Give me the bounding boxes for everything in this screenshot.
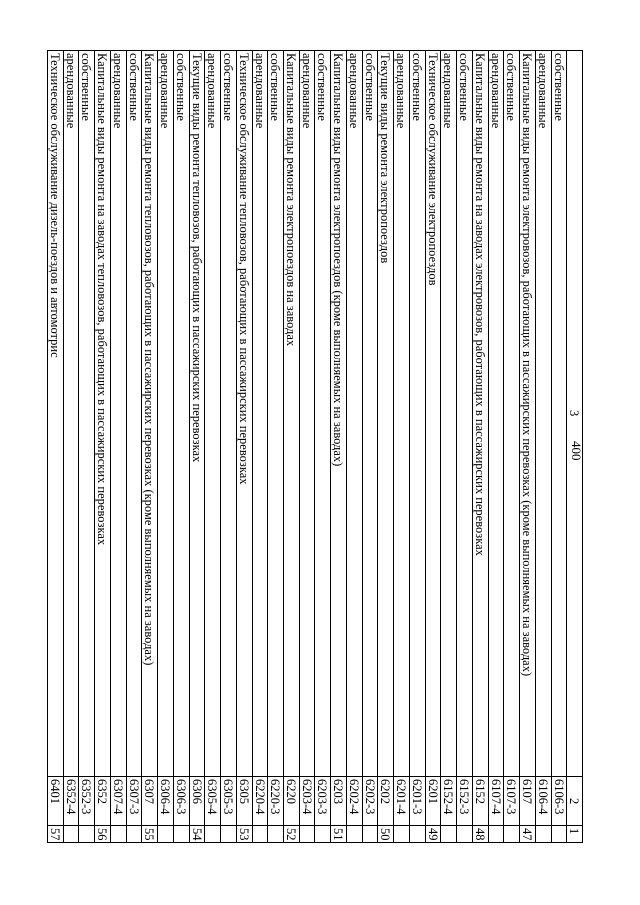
- cell-desc-text: арендованные: [394, 53, 409, 129]
- table-cell-desc: [346, 51, 362, 777]
- cell-code-text: 6307-4: [110, 779, 125, 815]
- header-cell-code: [567, 777, 583, 826]
- table-cell-code: [346, 777, 362, 826]
- cell-num-text: 49: [425, 828, 440, 841]
- table-cell-code: [362, 777, 378, 826]
- cell-num-text: 52: [284, 828, 299, 841]
- table-cell-desc: [110, 51, 126, 777]
- cell-desc-text: арендованные: [535, 53, 550, 129]
- table-cell-num: [205, 826, 221, 843]
- column-header: 2: [567, 797, 582, 804]
- cell-code-text: 6152-3: [457, 779, 472, 815]
- table-cell-desc: [63, 51, 79, 777]
- table-cell-code: [236, 777, 252, 826]
- cell-desc-text: Техническое обслуживание дизель-поездов и автомотрис: [48, 53, 62, 358]
- cell-code-text: 6352-3: [79, 779, 94, 815]
- table-cell-code: [457, 777, 473, 826]
- table-cell-num: [110, 826, 126, 843]
- table-cell-num: [457, 826, 473, 843]
- cell-desc-text: Капитальные виды ремонта на заводах электровозов, работающих в пассажирских перевозках: [472, 53, 487, 556]
- table-cell-desc: [362, 51, 378, 777]
- table-cell-code: [284, 777, 300, 826]
- page-number: 400: [569, 441, 584, 461]
- cell-num-text: 57: [48, 828, 62, 841]
- table-cell-desc: [394, 51, 410, 777]
- table-cell-code: [63, 777, 79, 826]
- table-cell-code: [252, 777, 268, 826]
- cell-code-text: 6401: [48, 779, 62, 804]
- table-cell-num: [173, 826, 189, 843]
- header-cell-desc: [567, 51, 583, 777]
- table-cell-code: [520, 777, 536, 826]
- table-cell-code: [221, 777, 237, 826]
- table-cell-code: [409, 777, 425, 826]
- table-cell-num: [394, 826, 410, 843]
- cell-code-text: 6152-4: [441, 779, 456, 815]
- table-cell-desc: [126, 51, 142, 777]
- cell-desc-text: арендованные: [299, 53, 314, 129]
- cell-code-text: 6201: [425, 779, 440, 804]
- cell-code-text: 6203: [331, 779, 346, 804]
- table-cell-num: [409, 826, 425, 843]
- cell-desc-text: арендованные: [110, 53, 125, 129]
- cell-code-text: 6202: [378, 779, 393, 804]
- cell-desc-text: собственные: [551, 53, 566, 121]
- table-cell-num: [472, 826, 488, 843]
- table-cell-code: [488, 777, 504, 826]
- cell-desc-text: собственные: [173, 53, 188, 121]
- cell-desc-text: собственные: [457, 53, 472, 121]
- table-cell-desc: [268, 51, 284, 777]
- table-cell-code: [79, 777, 95, 826]
- cell-code-text: 6305-4: [205, 779, 220, 815]
- table-cell-num: [331, 826, 347, 843]
- table-body: [48, 51, 583, 843]
- cell-desc-text: собственные: [221, 53, 236, 121]
- table-cell-num: [551, 826, 567, 843]
- cell-desc-text: арендованные: [346, 53, 361, 129]
- cell-code-text: 6202-4: [346, 779, 361, 815]
- table-cell-num: [158, 826, 174, 843]
- cell-code-text: 6203-4: [299, 779, 314, 815]
- cell-num-text: 51: [331, 828, 346, 841]
- cell-desc-text: Капитальные виды ремонта электропоездов (кроме выполняемых на заводах): [331, 53, 346, 467]
- cell-desc-text: собственные: [315, 53, 330, 121]
- cell-code-text: 6306-3: [173, 779, 188, 815]
- cell-code-text: 6202-3: [362, 779, 377, 815]
- cell-code-text: 6107-4: [488, 779, 503, 815]
- table-cell-num: [378, 826, 394, 843]
- cell-code-text: 6220-3: [268, 779, 283, 815]
- table-cell-desc: [142, 51, 158, 777]
- cell-desc-text: арендованные: [441, 53, 456, 129]
- table-cell-code: [126, 777, 142, 826]
- table-cell-code: [268, 777, 284, 826]
- cell-desc-text: Текущие виды ремонта электропоездов: [378, 53, 393, 264]
- table-cell-code: [173, 777, 189, 826]
- table-cell-desc: [441, 51, 457, 777]
- table-cell-num: [535, 826, 551, 843]
- table-cell-num: [362, 826, 378, 843]
- cell-code-text: 6305: [236, 779, 251, 804]
- table-cell-num: [221, 826, 237, 843]
- cell-num-text: 48: [472, 828, 487, 841]
- table-cell-desc: [315, 51, 331, 777]
- cell-num-text: 56: [95, 828, 110, 841]
- table-cell-desc: [48, 51, 64, 777]
- table-cell-num: [95, 826, 111, 843]
- table-cell-desc: [189, 51, 205, 777]
- cell-desc-text: собственные: [409, 53, 424, 121]
- cell-desc-text: арендованные: [488, 53, 503, 129]
- table-cell-num: [142, 826, 158, 843]
- cell-desc-text: собственные: [504, 53, 519, 121]
- cell-desc-text: собственные: [268, 53, 283, 121]
- band-desc: [48, 51, 583, 777]
- table-cell-desc: [95, 51, 111, 777]
- cell-code-text: 6352: [95, 779, 110, 804]
- table-cell-num: [252, 826, 268, 843]
- table-cell-num: [63, 826, 79, 843]
- cell-num-text: 50: [378, 828, 393, 841]
- table-cell-code: [48, 777, 64, 826]
- table-cell-code: [441, 777, 457, 826]
- cell-code-text: 6220: [284, 779, 299, 804]
- band-num: [48, 826, 583, 843]
- cell-num-text: 53: [236, 828, 251, 841]
- table-cell-code: [535, 777, 551, 826]
- cell-code-text: 6220-4: [252, 779, 267, 815]
- table-cell-num: [48, 826, 64, 843]
- cell-code-text: 6306-4: [158, 779, 173, 815]
- cell-code-text: 6305-3: [221, 779, 236, 815]
- cell-desc-text: Текущие виды ремонта тепловозов, работающих в пассажирских перевозках: [189, 53, 204, 463]
- table-cell-num: [315, 826, 331, 843]
- cell-code-text: 6201-3: [409, 779, 424, 815]
- table-cell-num: [299, 826, 315, 843]
- table-cell-num: [346, 826, 362, 843]
- table-cell-desc: [551, 51, 567, 777]
- cell-code-text: 6152: [472, 779, 487, 804]
- cell-desc-text: собственные: [362, 53, 377, 121]
- table-cell-code: [331, 777, 347, 826]
- cell-num-text: 54: [189, 828, 204, 841]
- table-cell-code: [110, 777, 126, 826]
- table-cell-desc: [252, 51, 268, 777]
- cell-desc-text: арендованные: [252, 53, 267, 129]
- table-cell-desc: [457, 51, 473, 777]
- band-code: [48, 777, 583, 826]
- table-cell-num: [488, 826, 504, 843]
- cell-desc-text: собственные: [126, 53, 141, 121]
- cell-num-text: 55: [142, 828, 157, 841]
- cell-desc-text: Техническое обслуживание тепловозов, работающих в пассажирских перевозках: [236, 53, 251, 485]
- table-cell-code: [472, 777, 488, 826]
- table-cell-desc: [173, 51, 189, 777]
- table-cell-num: [126, 826, 142, 843]
- cell-num-text: 47: [520, 828, 535, 841]
- table-cell-desc: [425, 51, 441, 777]
- cell-code-text: 6201-4: [394, 779, 409, 815]
- cell-code-text: 6107-3: [504, 779, 519, 815]
- table-cell-desc: [409, 51, 425, 777]
- table-cell-desc: [205, 51, 221, 777]
- cell-desc-text: Капитальные виды ремонта на заводах тепловозов, работающих в пассажирских перевозках: [95, 53, 110, 546]
- table-cell-num: [236, 826, 252, 843]
- table-cell-num: [520, 826, 536, 843]
- table-cell-desc: [221, 51, 237, 777]
- table-cell-desc: [299, 51, 315, 777]
- table-cell-num: [284, 826, 300, 843]
- cell-code-text: 6306: [189, 779, 204, 804]
- cell-desc-text: собственные: [79, 53, 94, 121]
- table-cell-code: [504, 777, 520, 826]
- cell-code-text: 6106-4: [535, 779, 550, 815]
- table-cell-code: [95, 777, 111, 826]
- table-cell-num: [268, 826, 284, 843]
- table-cell-num: [441, 826, 457, 843]
- table-cell-num: [504, 826, 520, 843]
- table-cell-num: [79, 826, 95, 843]
- cell-desc-text: Капитальные виды ремонта электропоездов на заводах: [284, 53, 299, 347]
- cell-code-text: 6307: [142, 779, 157, 804]
- table-cell-code: [378, 777, 394, 826]
- table-cell-code: [551, 777, 567, 826]
- table-cell-desc: [79, 51, 95, 777]
- cell-desc-text: арендованные: [158, 53, 173, 129]
- table-cell-desc: [236, 51, 252, 777]
- cell-desc-text: Техническое обслуживание электропоездов: [425, 53, 440, 286]
- table-cell-code: [315, 777, 331, 826]
- table-cell-desc: [158, 51, 174, 777]
- cell-code-text: 6307-3: [126, 779, 141, 815]
- cell-code-text: 6107: [520, 779, 535, 804]
- cell-desc-text: Капитальные виды ремонта электровозов, работающих в пассажирских перевозках (кроме выполняемых на заводах): [520, 53, 535, 677]
- table-cell-desc: [284, 51, 300, 777]
- table-cell-code: [142, 777, 158, 826]
- table-cell-code: [158, 777, 174, 826]
- table-cell-desc: [520, 51, 536, 777]
- table-cell-desc: [331, 51, 347, 777]
- table-cell-desc: [488, 51, 504, 777]
- table-cell-code: [189, 777, 205, 826]
- cell-desc-text: Капитальные виды ремонта тепловозов, работающих в пассажирских перевозках (кроме выполняемых на заводах): [142, 53, 157, 666]
- table-cell-desc: [504, 51, 520, 777]
- column-header: 3: [567, 410, 582, 417]
- table-cell-desc: [472, 51, 488, 777]
- header-cell-num: [567, 826, 583, 843]
- column-header: 1: [567, 828, 582, 835]
- table-cell-code: [299, 777, 315, 826]
- table-cell-desc: [535, 51, 551, 777]
- cell-desc-text: арендованные: [63, 53, 78, 129]
- table-cell-num: [189, 826, 205, 843]
- cell-code-text: 6106-3: [551, 779, 566, 815]
- cell-desc-text: арендованные: [205, 53, 220, 129]
- table-cell-desc: [378, 51, 394, 777]
- table-cell-code: [205, 777, 221, 826]
- document-table: [47, 50, 583, 843]
- cell-code-text: 6352-4: [63, 779, 78, 815]
- table-cell-code: [425, 777, 441, 826]
- cell-code-text: 6203-3: [315, 779, 330, 815]
- table-cell-code: [394, 777, 410, 826]
- table-cell-num: [425, 826, 441, 843]
